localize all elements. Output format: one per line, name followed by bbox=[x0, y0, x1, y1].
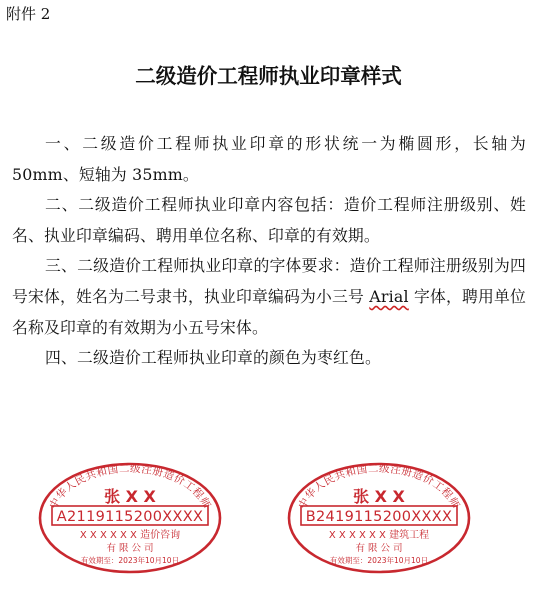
seal-2-name: 张 X X bbox=[353, 487, 405, 506]
seal-sample-1 bbox=[38, 462, 222, 574]
paragraph-2 bbox=[12, 190, 526, 251]
paragraph-1 bbox=[12, 129, 526, 190]
seal-1-code: A2119115200XXXX bbox=[56, 509, 204, 525]
seal-1-company-line2: 有 限 公 司 bbox=[106, 543, 154, 554]
seal-2-arc-text: 中华人民共和国二级注册造价工程师 bbox=[296, 462, 462, 512]
seal-sample-2 bbox=[287, 462, 471, 574]
paragraph-4-text: 四、二级造价工程师执业印章的颜色为枣红色。 bbox=[45, 348, 381, 368]
seal-2-graphic bbox=[287, 462, 471, 574]
seal-2-company-line1: X X X X X X 建筑工程 bbox=[328, 530, 430, 541]
seal-2-validity: 有效期至：2023年10月10日 bbox=[329, 556, 429, 565]
seal-1-company-line1: X X X X X X 造价咨询 bbox=[79, 530, 181, 541]
seal-1-name: 张 X X bbox=[104, 487, 156, 506]
seal-1-arc-text: 中华人民共和国二级注册造价工程师 bbox=[47, 462, 213, 512]
seal-1-validity: 有效期至：2023年10月10日 bbox=[80, 556, 180, 565]
paragraph-2-text: 二、二级造价工程师执业印章内容包括：造价工程师注册级别、姓名、执业印章编码、聘用单位名称、印章的有效期。 bbox=[12, 195, 526, 245]
attachment-label: 附件 2 bbox=[6, 5, 51, 23]
document-body bbox=[12, 129, 526, 374]
seal-1-graphic bbox=[38, 462, 222, 574]
seal-2-company-line2: 有 限 公 司 bbox=[355, 543, 403, 554]
paragraph-1-text: 一、二级造价工程师执业印章的形状统一为椭圆形，长轴为 50mm、短轴为 35mm。 bbox=[12, 134, 526, 184]
paragraph-3-spellcheck-word: Arial bbox=[369, 286, 409, 306]
paragraph-3-text-a: 三、二级造价工程师执业印章的字体要求：造价工程师注册级别为四号宋体，姓名为二号隶书，执业印章编码为小三号 bbox=[12, 256, 526, 306]
paragraph-3-text-b: 字体，聘用单位名称及印章的有效期为小五号宋体。 bbox=[12, 286, 527, 337]
seal-2-code: B2419115200XXXX bbox=[305, 509, 453, 525]
paragraph-4 bbox=[12, 343, 526, 374]
document-title: 二级造价工程师执业印章样式 bbox=[135, 64, 402, 88]
paragraph-3 bbox=[12, 251, 526, 343]
